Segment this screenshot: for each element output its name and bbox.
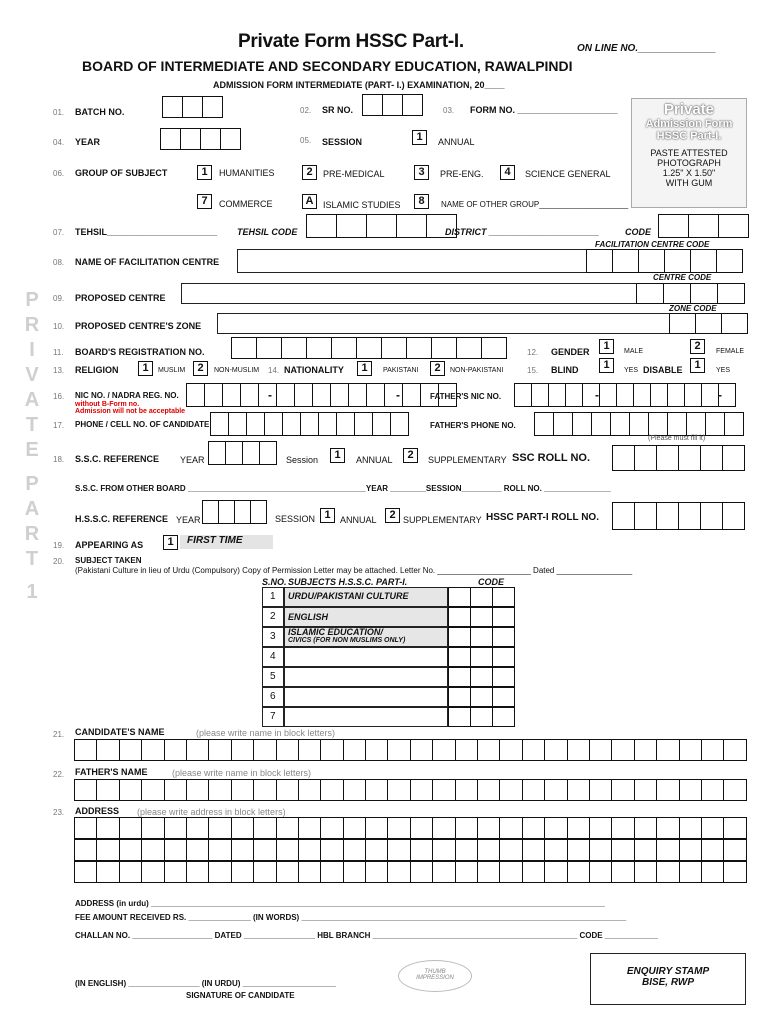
group-preeng: PRE-ENG. bbox=[440, 169, 484, 179]
district-code-input[interactable] bbox=[658, 214, 749, 238]
facilitation-label: NAME OF FACILITATION CENTRE bbox=[75, 257, 220, 267]
thumb-text-1: THUMB bbox=[424, 969, 446, 975]
photo-box[interactable] bbox=[631, 98, 747, 208]
num-07: 07. bbox=[53, 228, 65, 237]
nic-dash-2: - bbox=[396, 388, 400, 402]
father-nic-dash-1: - bbox=[595, 388, 599, 402]
subject-sno-header: S.NO. bbox=[262, 577, 287, 587]
nationality-nonpak: NON-PAKISTANI bbox=[450, 367, 504, 374]
side-letter: T bbox=[25, 414, 39, 436]
board-name: BOARD OF INTERMEDIATE AND SECONDARY EDUCATION, RAWALPINDI bbox=[82, 58, 573, 74]
enquiry-stamp bbox=[590, 953, 746, 1005]
online-no: ON LINE NO.______________ bbox=[577, 43, 716, 54]
group-premedical: PRE-MEDICAL bbox=[323, 169, 385, 179]
stamp-text-1: ENQUIRY STAMP bbox=[626, 966, 710, 977]
appearing-first-time: FIRST TIME bbox=[180, 535, 273, 549]
group-other: NAME OF OTHER GROUP____________________ bbox=[441, 200, 629, 209]
num-10: 10. bbox=[53, 322, 65, 331]
subject-row[interactable] bbox=[262, 627, 514, 647]
photo-hssc: HSSC Part-I. bbox=[656, 130, 722, 142]
gender-label: GENDER bbox=[551, 347, 590, 357]
father-phone-label: FATHER'S PHONE NO. bbox=[430, 421, 516, 430]
father-nic-label: FATHER'S NIC NO. bbox=[430, 392, 502, 401]
group-humanities-box[interactable]: 1 bbox=[197, 165, 212, 180]
batch-label: BATCH NO. bbox=[75, 107, 125, 117]
ssc-annual-box[interactable]: 1 bbox=[330, 448, 345, 463]
nic-warning-2: Admission will not be acceptable bbox=[75, 408, 186, 415]
side-letter: E bbox=[25, 439, 39, 461]
num-17: 17. bbox=[53, 421, 65, 430]
session-annual: ANNUAL bbox=[438, 137, 475, 147]
year-label: YEAR bbox=[75, 137, 101, 147]
form-no-label: FORM NO. ____________________ bbox=[470, 105, 618, 115]
subject-no: 3 bbox=[270, 631, 276, 642]
phone-input[interactable] bbox=[210, 412, 409, 436]
num-11: 11. bbox=[53, 348, 64, 357]
group-preeng-box[interactable]: 3 bbox=[414, 165, 429, 180]
gender-female: FEMALE bbox=[716, 348, 745, 355]
district-label: DISTRICT ______________________ bbox=[445, 227, 600, 237]
photo-paste: PASTE ATTESTED bbox=[650, 148, 728, 158]
num-23: 23. bbox=[53, 808, 65, 817]
hssc-roll-label: HSSC PART-I ROLL NO. bbox=[486, 512, 599, 523]
subject-name: ENGLISH bbox=[288, 612, 329, 622]
nic-input[interactable] bbox=[186, 383, 457, 407]
exam-title: ADMISSION FORM INTERMEDIATE (PART- I.) EXAMINATION, 20____ bbox=[213, 80, 505, 90]
nationality-label: NATIONALITY bbox=[284, 365, 344, 375]
ssc-annual: ANNUAL bbox=[356, 455, 393, 465]
ssc-ref-label: S.S.C. REFERENCE bbox=[75, 454, 160, 464]
zone-label: PROPOSED CENTRE'S ZONE bbox=[75, 321, 202, 331]
ssc-session-label: Session bbox=[286, 455, 319, 465]
nic-label: NIC NO. / NADRA REG. NO. bbox=[75, 391, 179, 400]
ssc-supp: SUPPLEMENTARY bbox=[428, 455, 507, 465]
photo-gum: WITH GUM bbox=[665, 178, 713, 188]
hssc-supp-box[interactable]: 2 bbox=[385, 508, 400, 523]
ssc-roll-input[interactable] bbox=[612, 445, 745, 471]
subject-row[interactable] bbox=[262, 687, 514, 707]
group-label: GROUP OF SUBJECT bbox=[75, 168, 168, 178]
proposed-centre-label: PROPOSED CENTRE bbox=[75, 293, 166, 303]
group-commerce-box[interactable]: 7 bbox=[197, 194, 212, 209]
appearing-label: APPEARING AS bbox=[75, 540, 144, 550]
subject-no: 5 bbox=[270, 671, 276, 682]
subject-row[interactable] bbox=[262, 707, 514, 727]
side-letter: V bbox=[25, 364, 39, 386]
side-letter: I bbox=[29, 339, 35, 361]
side-letter: T bbox=[25, 548, 39, 570]
candidate-name-label: CANDIDATE'S NAME bbox=[75, 727, 165, 737]
hssc-annual: ANNUAL bbox=[340, 515, 377, 525]
fee-amount[interactable]: FEE AMOUNT RECEIVED RS. ______________ (IN WORDS) _________________________________________________________________________ bbox=[75, 913, 627, 922]
ssc-supp-box[interactable]: 2 bbox=[403, 448, 418, 463]
side-letter: A bbox=[24, 389, 40, 411]
subject-row[interactable] bbox=[262, 647, 514, 667]
subject-no: 1 bbox=[270, 591, 276, 602]
tehsil-code-label: TEHSIL CODE bbox=[237, 227, 298, 237]
side-letter: R bbox=[24, 314, 40, 336]
hssc-roll-input[interactable] bbox=[612, 502, 745, 530]
form-title: Private Form HSSC Part-I. bbox=[238, 31, 464, 52]
num-06: 06. bbox=[53, 169, 65, 178]
gender-male: MALE bbox=[624, 348, 644, 355]
disable-yes: YES bbox=[716, 367, 731, 374]
address-urdu[interactable]: ADDRESS (in urdu) ______________________________________________________________________________________________________ bbox=[75, 899, 605, 908]
blind-yes: YES bbox=[624, 367, 639, 374]
num-09: 09. bbox=[53, 294, 65, 303]
num-22: 22. bbox=[53, 770, 65, 779]
group-other-box[interactable]: 8 bbox=[414, 194, 429, 209]
stamp-text-2: BISE, RWP bbox=[641, 977, 695, 988]
religion-nonmuslim: NON-MUSLIM bbox=[214, 367, 260, 374]
subject-taken-label: SUBJECT TAKEN bbox=[75, 556, 142, 565]
ssc-other-board[interactable]: S.S.C. FROM OTHER BOARD ________________________________________YEAR ________SESSION_________ ROLL NO. _______________ bbox=[75, 484, 611, 493]
year-input[interactable] bbox=[160, 128, 241, 150]
candidate-name-hint: (please write name in block letters) bbox=[196, 728, 336, 738]
disable-yes-box[interactable]: 1 bbox=[690, 358, 705, 373]
signature-line[interactable]: (IN ENGLISH) ________________ (IN URDU) _____________________ bbox=[75, 979, 337, 988]
num-08: 08. bbox=[53, 258, 65, 267]
address-hint: (please write address in block letters) bbox=[137, 807, 286, 817]
subject-name: URDU/PAKISTANI CULTURE bbox=[288, 591, 409, 601]
sr-label: SR NO. bbox=[322, 105, 354, 115]
address-input-1[interactable] bbox=[74, 817, 747, 839]
thumb-impression[interactable] bbox=[398, 960, 472, 992]
address-label: ADDRESS bbox=[75, 806, 120, 816]
num-01: 01. bbox=[53, 108, 65, 117]
proposed-centre-input[interactable] bbox=[181, 283, 637, 304]
num-15: 15. bbox=[527, 366, 539, 375]
father-name-hint: (please write name in block letters) bbox=[172, 768, 312, 778]
num-12: 12. bbox=[527, 348, 539, 357]
ssc-year-label: YEAR bbox=[180, 455, 205, 465]
nationality-pak: PAKISTANI bbox=[383, 367, 419, 374]
proposed-centre-code-input[interactable] bbox=[636, 283, 745, 304]
father-name-label: FATHER'S NAME bbox=[75, 767, 148, 777]
num-03: 03. bbox=[443, 106, 455, 115]
address-input-3[interactable] bbox=[74, 861, 747, 883]
group-humanities: HUMANITIES bbox=[219, 168, 275, 178]
session-label: SESSION bbox=[322, 137, 363, 147]
nic-warning-1: without B-Form no. bbox=[75, 401, 140, 408]
reg-label: BOARD'S REGISTRATION NO. bbox=[75, 347, 205, 357]
num-14: 14. bbox=[268, 366, 280, 375]
address-input-2[interactable] bbox=[74, 839, 747, 861]
challan-row[interactable]: CHALLAN NO. __________________ DATED ________________ HBL BRANCH ______________________________________________ CODE ____________ bbox=[75, 931, 659, 940]
thumb-text-2: IMPRESSION bbox=[416, 975, 454, 981]
side-letter: A bbox=[24, 498, 40, 520]
appearing-box[interactable]: 1 bbox=[163, 535, 178, 550]
zone-input[interactable] bbox=[217, 313, 670, 334]
religion-muslim: MUSLIM bbox=[158, 367, 186, 374]
zone-code-label: ZONE CODE bbox=[669, 304, 717, 313]
num-18: 18. bbox=[53, 455, 65, 464]
group-islamic-box[interactable]: A bbox=[302, 194, 317, 209]
subject-no: 7 bbox=[270, 711, 276, 722]
num-02: 02. bbox=[300, 106, 312, 115]
hssc-ref-label: H.S.S.C. REFERENCE bbox=[75, 514, 169, 524]
group-science: SCIENCE GENERAL bbox=[525, 169, 611, 179]
side-letter: P bbox=[25, 289, 39, 311]
zone-code-input[interactable] bbox=[669, 313, 748, 334]
subject-no: 4 bbox=[270, 651, 276, 662]
group-science-box[interactable]: 4 bbox=[500, 165, 515, 180]
group-commerce: COMMERCE bbox=[219, 199, 273, 209]
phone-label: PHONE / CELL NO. OF CANDIDATE bbox=[75, 420, 210, 429]
candidate-name-input[interactable] bbox=[74, 739, 747, 761]
tehsil-code-input[interactable] bbox=[306, 214, 457, 238]
hssc-supp: SUPPLEMENTARY bbox=[403, 515, 482, 525]
nic-dash-1: - bbox=[268, 388, 272, 402]
disable-label: DISABLE bbox=[643, 365, 683, 375]
tehsil-label: TEHSIL______________________ bbox=[75, 227, 218, 237]
subject-name: ISLAMIC EDUCATION/ bbox=[288, 627, 383, 637]
num-04: 04. bbox=[53, 138, 65, 147]
father-name-input[interactable] bbox=[74, 779, 747, 801]
session-annual-box[interactable]: 1 bbox=[412, 130, 427, 145]
hssc-session-label: SESSION bbox=[275, 514, 316, 524]
nationality-nonpak-box[interactable]: 2 bbox=[430, 361, 445, 376]
subject-row[interactable] bbox=[262, 587, 514, 607]
photo-private: Private bbox=[663, 101, 715, 118]
num-19: 19. bbox=[53, 541, 65, 550]
sr-input[interactable] bbox=[362, 94, 423, 116]
photo-admission: Admission Form bbox=[645, 118, 733, 130]
subject-code-header: CODE bbox=[478, 577, 505, 587]
subject-subname: CIVICS (FOR NON MUSLIMS ONLY) bbox=[288, 637, 406, 644]
blind-label: BLIND bbox=[551, 365, 579, 375]
gender-female-box[interactable]: 2 bbox=[690, 339, 705, 354]
religion-label: RELIGION bbox=[75, 365, 119, 375]
num-20: 20. bbox=[53, 557, 65, 566]
centre-code-label: CENTRE CODE bbox=[653, 273, 712, 282]
subject-row[interactable] bbox=[262, 667, 514, 687]
gender-male-box[interactable]: 1 bbox=[599, 339, 614, 354]
photo-size: 1.25" X 1.50" bbox=[662, 168, 716, 178]
phone-note: (Please must fill it) bbox=[648, 435, 706, 442]
hssc-annual-box[interactable]: 1 bbox=[320, 508, 335, 523]
blind-yes-box[interactable]: 1 bbox=[599, 358, 614, 373]
subject-note: (Pakistani Culture in lieu of Urdu (Compulsory) Copy of Permission Letter may be attached. Letter No. _____________________ Dated _________________ bbox=[75, 566, 633, 575]
religion-nonmuslim-box[interactable]: 2 bbox=[193, 361, 208, 376]
side-letter: P bbox=[25, 473, 39, 495]
subject-no: 2 bbox=[270, 611, 276, 622]
facilitation-code-input[interactable] bbox=[586, 249, 743, 273]
father-nic-dash-2: - bbox=[718, 388, 722, 402]
group-premedical-box[interactable]: 2 bbox=[302, 165, 317, 180]
group-islamic: ISLAMIC STUDIES bbox=[323, 200, 401, 210]
batch-input[interactable] bbox=[162, 96, 223, 118]
side-letter: R bbox=[24, 523, 40, 545]
num-05: 05. bbox=[300, 136, 312, 145]
facilitation-input[interactable] bbox=[237, 249, 587, 273]
num-16: 16. bbox=[53, 392, 65, 401]
ssc-roll-label: SSC ROLL NO. bbox=[512, 452, 591, 464]
fcc-label: FACILITATION CENTRE CODE bbox=[595, 240, 710, 249]
hssc-year-input[interactable] bbox=[202, 500, 267, 524]
district-code-label: CODE bbox=[625, 227, 652, 237]
subject-row[interactable] bbox=[262, 607, 514, 627]
father-nic-input[interactable] bbox=[514, 383, 736, 407]
religion-muslim-box[interactable]: 1 bbox=[138, 361, 153, 376]
reg-input[interactable] bbox=[231, 337, 507, 359]
subject-header: SUBJECTS H.S.S.C. PART-I. bbox=[288, 577, 408, 587]
ssc-year-input[interactable] bbox=[208, 441, 277, 465]
num-13: 13. bbox=[53, 366, 65, 375]
hssc-year-label: YEAR bbox=[176, 515, 201, 525]
photo-photograph: PHOTOGRAPH bbox=[657, 158, 721, 168]
side-letter: 1 bbox=[26, 581, 38, 603]
subject-no: 6 bbox=[270, 691, 276, 702]
father-phone-input[interactable] bbox=[534, 412, 744, 436]
num-21: 21. bbox=[53, 730, 65, 739]
nationality-pak-box[interactable]: 1 bbox=[357, 361, 372, 376]
signature-label: SIGNATURE OF CANDIDATE bbox=[186, 991, 295, 1000]
